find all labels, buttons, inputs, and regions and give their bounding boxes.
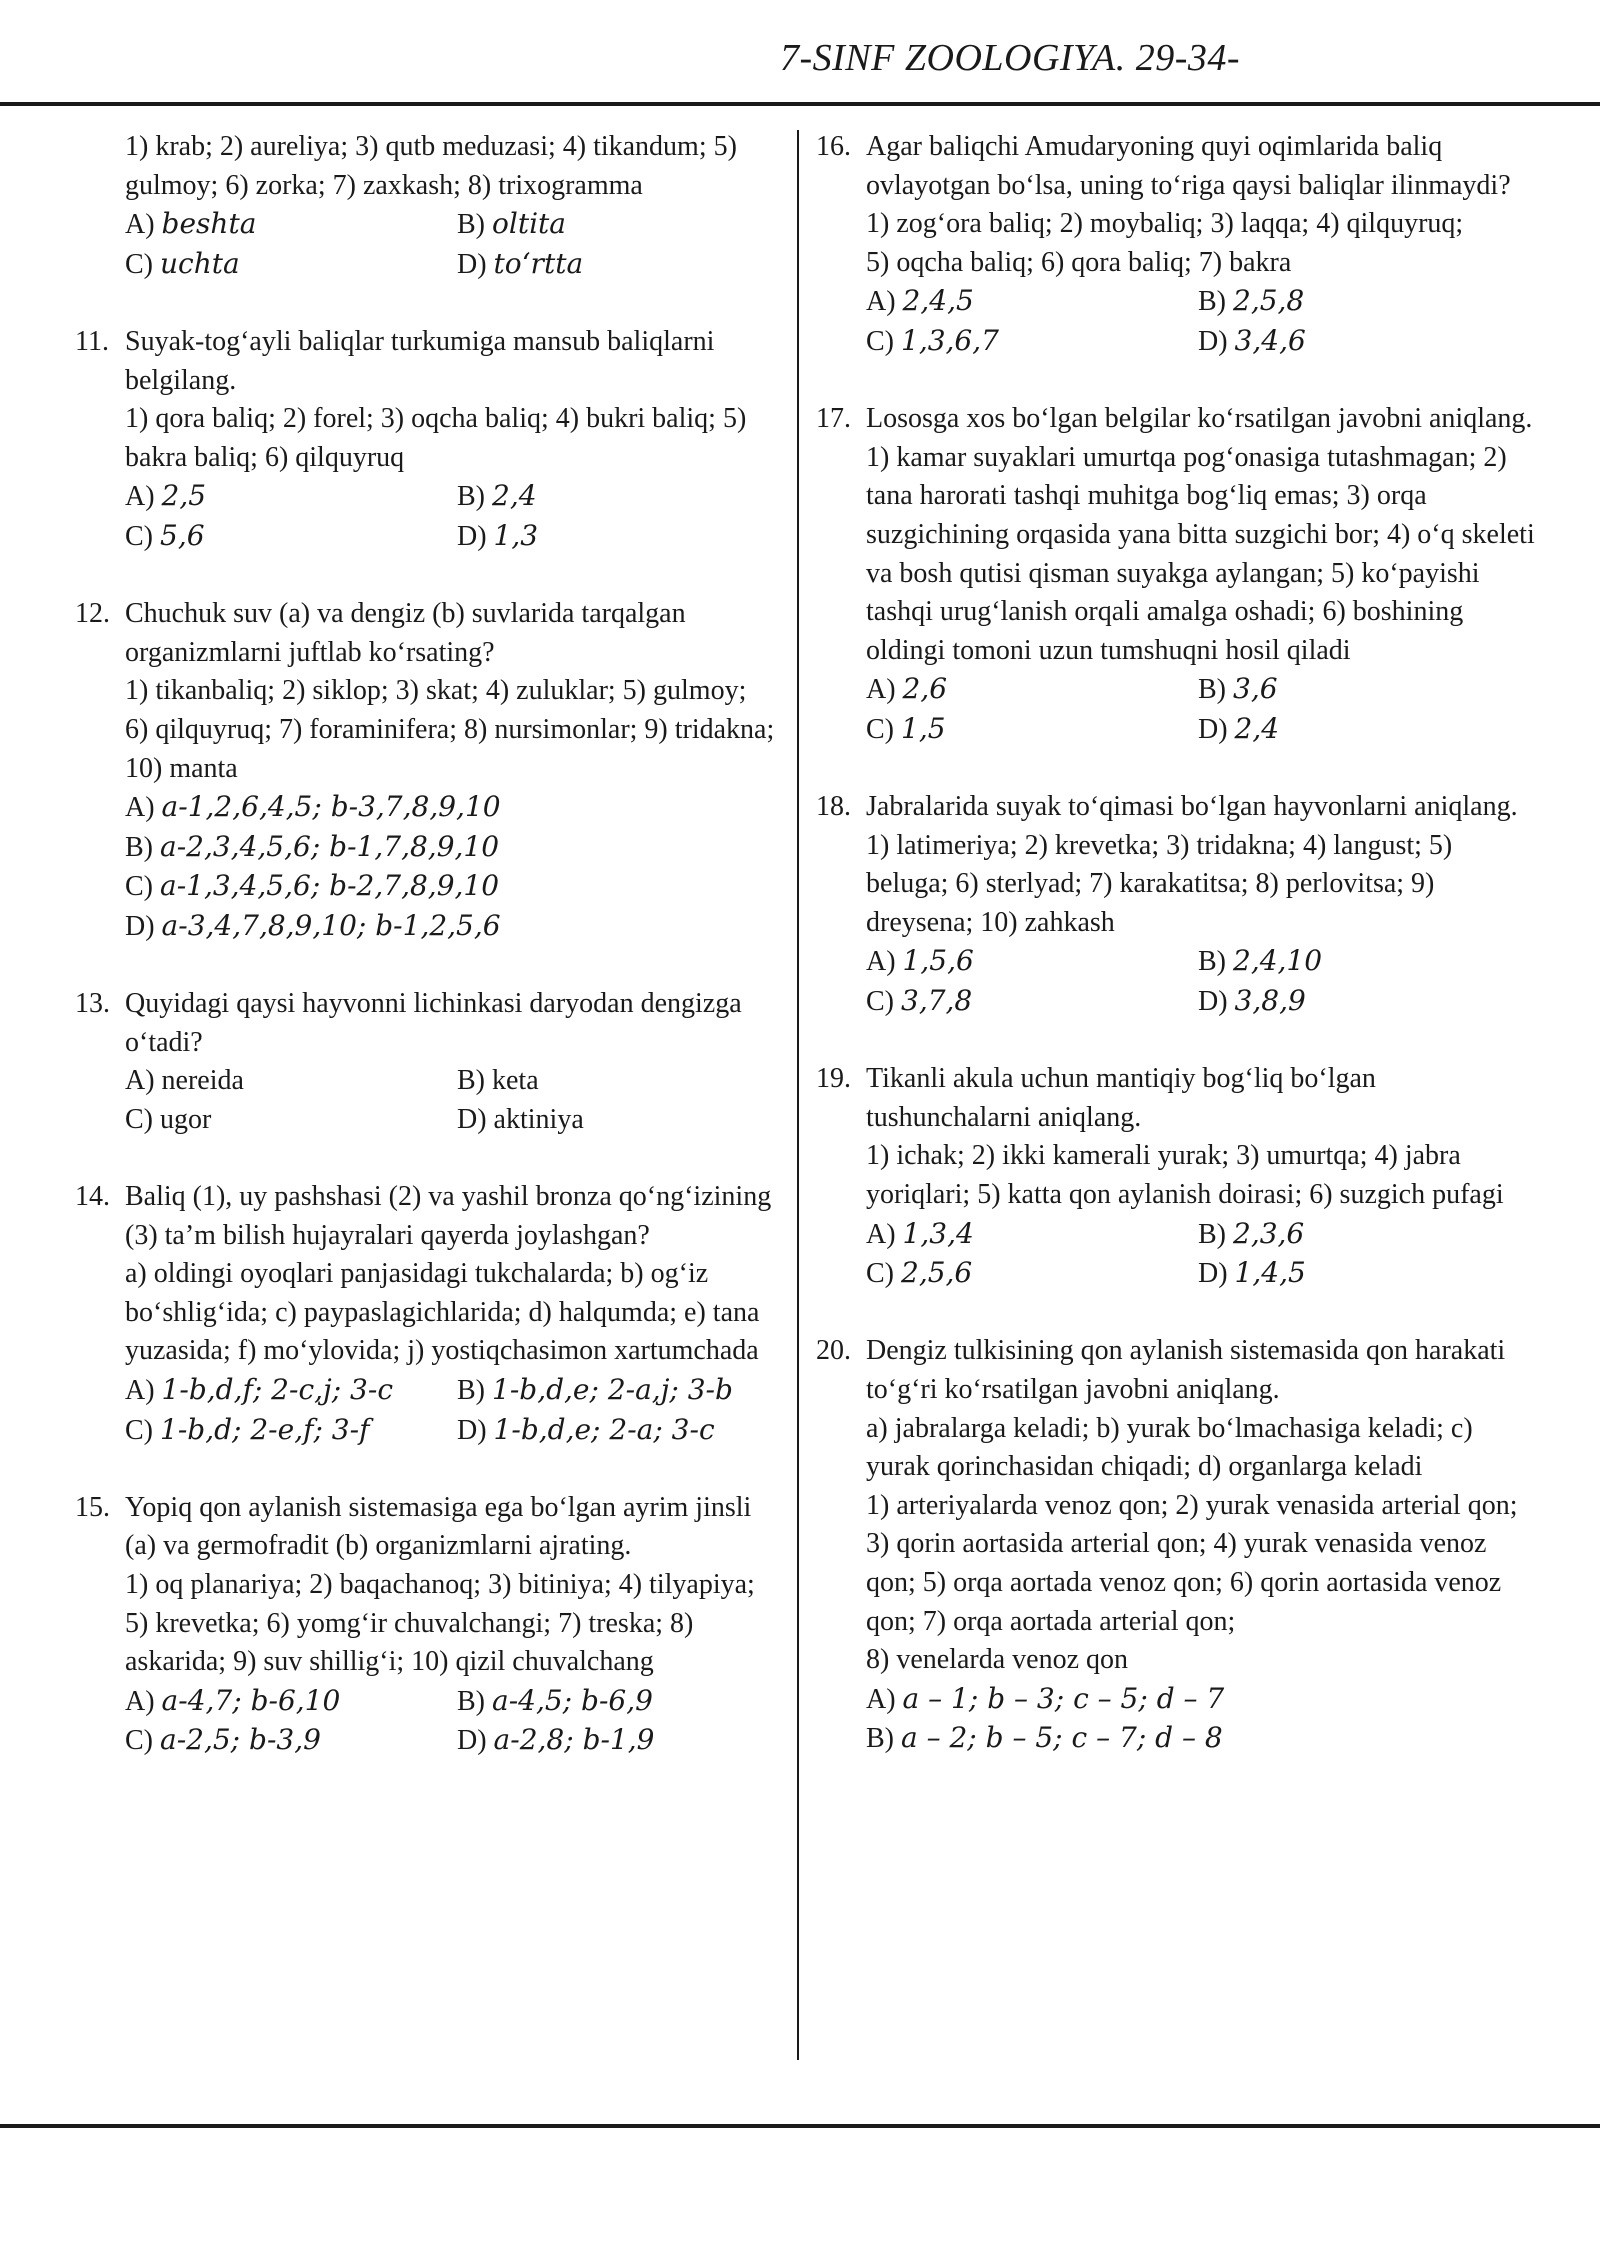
option-letter: B) bbox=[1198, 946, 1226, 978]
question-number: 17. bbox=[816, 403, 851, 435]
option-letter: A) bbox=[866, 946, 896, 978]
option-value: 1-b,d,e; 2-a,j; 3-b bbox=[492, 1373, 733, 1406]
answer-option[interactable] bbox=[1198, 942, 1536, 982]
option-letter: A) bbox=[125, 209, 155, 241]
option-value: 1,5 bbox=[901, 711, 946, 745]
answer-option[interactable] bbox=[125, 1721, 457, 1761]
answer-options bbox=[125, 205, 775, 284]
option-letter: A) bbox=[866, 1683, 896, 1715]
option-letter: C) bbox=[866, 986, 894, 1018]
option-letter: C) bbox=[866, 325, 894, 357]
option-value: 1-b,d; 2-e,f; 3-f bbox=[160, 1412, 370, 1446]
answer-option[interactable] bbox=[866, 982, 1198, 1022]
answer-options bbox=[125, 1062, 775, 1139]
option-letter: A) bbox=[125, 481, 155, 513]
bottom-divider bbox=[0, 2124, 1600, 2128]
option-letter: A) bbox=[866, 1218, 896, 1250]
answer-option[interactable] bbox=[125, 477, 457, 517]
answer-option[interactable] bbox=[457, 1411, 775, 1451]
option-letter: A) bbox=[125, 1685, 155, 1717]
answer-option[interactable] bbox=[125, 828, 775, 868]
option-letter: C) bbox=[125, 1414, 153, 1446]
option-value: 2,4,5 bbox=[902, 284, 974, 318]
option-value: 3,8,9 bbox=[1234, 984, 1306, 1018]
question-items: 1) tikanbaliq; 2) siklop; 3) skat; 4) zuluklar; 5) gulmoy; 6) qilquyruq; 7) foraminifera; 8) nursimonlar; 9) tridakna; 10) manta bbox=[125, 675, 775, 784]
option-letter: B) bbox=[1198, 1218, 1226, 1250]
option-letter: C) bbox=[125, 520, 153, 552]
question-number: 18. bbox=[816, 791, 851, 823]
option-value: beshta bbox=[161, 207, 257, 241]
option-letter: B) bbox=[1198, 674, 1226, 706]
question-text: Baliq (1), uy pashshasi (2) va yashil bronza qo‘ng‘izining (3) ta’m bilish hujayralari qayerda joylashgan? bbox=[125, 1181, 772, 1251]
answer-options bbox=[125, 1371, 775, 1450]
right-column bbox=[816, 128, 1536, 1798]
answer-option[interactable] bbox=[125, 788, 775, 828]
option-value: a-3,4,7,8,9,10; b-1,2,5,6 bbox=[161, 908, 501, 942]
left-column bbox=[75, 128, 775, 1800]
option-value: 1,3,4 bbox=[902, 1216, 974, 1250]
option-value: 1,5,6 bbox=[902, 944, 974, 978]
option-value: 2,4 bbox=[1234, 711, 1280, 745]
answer-option[interactable] bbox=[125, 1682, 457, 1722]
question-items: 1) kamar suyaklari umurtqa pog‘onasiga tutashmagan; 2) tana harorati tashqi muhitga bog‘liq emas; 3) orqa suzgichining orqasida yana bitta suzgichi bor; 4) o‘q skeleti va bosh qutisi qisman suyakga aylangan; 5) ko‘payishi tashqi urug‘lanish orqali amalga oshadi; 6) boshining oldingi tomoni uzun tumshuqni hosil qiladi bbox=[866, 441, 1535, 666]
option-value: 2,6 bbox=[902, 672, 948, 706]
question-number: 13. bbox=[75, 988, 110, 1020]
question-text: Dengiz tulkisining qon aylanish sistemasida qon harakati to‘g‘ri ko‘rsatilgan javobni aniqlang. bbox=[866, 1335, 1506, 1405]
option-letter: D) bbox=[1198, 986, 1228, 1018]
question-block bbox=[75, 323, 775, 557]
option-letter: D) bbox=[457, 520, 487, 552]
option-letter: A) bbox=[866, 674, 896, 706]
answer-option[interactable] bbox=[866, 1680, 1536, 1720]
option-letter: C) bbox=[125, 248, 153, 280]
answer-option[interactable] bbox=[1198, 322, 1536, 362]
option-letter: B) bbox=[866, 1723, 894, 1755]
answer-options bbox=[866, 670, 1536, 749]
question-block bbox=[816, 128, 1536, 362]
option-value: a – 1; b – 3; c – 5; d – 7 bbox=[902, 1681, 1225, 1715]
question-items: 1) latimeriya; 2) krevetka; 3) tridakna; 4) langust; 5) beluga; 6) sterlyad; 7) karakatitsa; 8) perlovitsa; 9) dreysena; 10) zahkash bbox=[866, 829, 1453, 938]
option-letter: B) bbox=[457, 481, 485, 513]
answer-option[interactable] bbox=[866, 322, 1198, 362]
question-number: 16. bbox=[816, 131, 851, 162]
question-block bbox=[816, 788, 1536, 1022]
answer-option[interactable] bbox=[866, 942, 1198, 982]
question-block bbox=[75, 1489, 775, 1761]
column-divider bbox=[797, 130, 799, 2060]
option-value: 1-b,d,e; 2-a; 3-c bbox=[493, 1412, 715, 1446]
answer-option[interactable] bbox=[457, 1101, 775, 1140]
option-value: 2,4,10 bbox=[1233, 944, 1323, 978]
answer-option[interactable] bbox=[866, 710, 1198, 750]
answer-option[interactable] bbox=[457, 1682, 775, 1722]
answer-option[interactable] bbox=[1198, 982, 1536, 1022]
question-number: 11. bbox=[75, 325, 109, 357]
option-letter: A) bbox=[866, 286, 896, 318]
option-letter: C) bbox=[866, 713, 894, 745]
answer-option[interactable] bbox=[866, 1254, 1198, 1294]
answer-option[interactable] bbox=[866, 1719, 1536, 1759]
answer-option[interactable] bbox=[866, 1215, 1198, 1255]
option-letter: D) bbox=[1198, 325, 1228, 357]
question-number: 19. bbox=[816, 1063, 851, 1095]
question-items: a) jabralarga keladi; b) yurak bo‘lmachasiga keladi; c) yurak qorinchasidan chiqadi; d) organlarga keladi 1) arteriyalarda venoz qon; 2) yurak venasida arterial qon; 3) qorin aortasida arterial qon; 4) yurak venasida venoz qon; 5) orqa aortada venoz qon; 6) qorin aortasida venoz qon; 7) orqa aortada arterial qon; 8) venelarda venoz qon bbox=[866, 1412, 1518, 1676]
answer-options bbox=[125, 1682, 775, 1761]
question-block bbox=[816, 1332, 1536, 1759]
option-letter: B) bbox=[457, 1065, 485, 1097]
option-value: 2,4 bbox=[492, 479, 537, 513]
option-value: 1,4,5 bbox=[1234, 1256, 1306, 1290]
option-value: a-4,7; b-6,10 bbox=[161, 1683, 341, 1717]
question-block bbox=[75, 1178, 775, 1450]
option-value: nereida bbox=[161, 1065, 244, 1097]
answer-option[interactable] bbox=[125, 1101, 457, 1140]
option-value: 5,6 bbox=[160, 518, 205, 552]
answer-option[interactable] bbox=[1198, 1215, 1536, 1255]
option-letter: A) bbox=[125, 1065, 155, 1097]
option-letter: B) bbox=[1198, 286, 1226, 318]
answer-option[interactable] bbox=[125, 1371, 457, 1411]
answer-option[interactable] bbox=[457, 477, 775, 517]
answer-option[interactable] bbox=[457, 205, 775, 245]
question-items: 1) krab; 2) aureliya; 3) qutb meduzasi; 4) tikandum; 5) gulmoy; 6) zorka; 7) zaxkash; 8) trixogramma bbox=[125, 131, 737, 201]
option-letter: D) bbox=[457, 248, 487, 280]
option-letter: A) bbox=[125, 1375, 155, 1406]
answer-option[interactable] bbox=[125, 245, 457, 285]
top-divider bbox=[0, 102, 1600, 106]
question-text: Lososga xos bo‘lgan belgilar ko‘rsatilgan javobni aniqlang. bbox=[866, 403, 1533, 435]
option-value: a – 2; b – 5; c – 7; d – 8 bbox=[901, 1721, 1223, 1755]
option-letter: C) bbox=[866, 1258, 894, 1290]
option-value: a-1,2,6,4,5; b-3,7,8,9,10 bbox=[161, 790, 501, 824]
option-letter: D) bbox=[457, 1725, 487, 1757]
question-text: Tikanli akula uchun mantiqiy bog‘liq bo‘lgan tushunchalarni aniqlang. bbox=[866, 1063, 1376, 1133]
answer-options bbox=[125, 477, 775, 556]
answer-options bbox=[866, 1215, 1536, 1294]
question-number: 15. bbox=[75, 1491, 110, 1523]
option-value: 3,6 bbox=[1233, 672, 1278, 706]
option-value: aktiniya bbox=[493, 1103, 584, 1135]
question-text: Jabralarida suyak to‘qimasi bo‘lgan hayvonlarni aniqlang. bbox=[866, 791, 1518, 823]
option-value: 2,5,6 bbox=[901, 1256, 973, 1290]
question-block bbox=[75, 595, 775, 946]
answer-option[interactable] bbox=[125, 907, 775, 947]
answer-option[interactable] bbox=[1198, 670, 1536, 710]
answer-option[interactable] bbox=[457, 245, 775, 285]
option-letter: B) bbox=[457, 1375, 485, 1406]
answer-option[interactable] bbox=[1198, 710, 1536, 750]
question-block bbox=[816, 1060, 1536, 1294]
option-value: keta bbox=[492, 1065, 539, 1097]
option-value: 1-b,d,f; 2-c,j; 3-c bbox=[161, 1373, 393, 1406]
question-text: Yopiq qon aylanish sistemasiga ega bo‘lgan ayrim jinsli (a) va germofradit (b) organizmlarni ajrating. bbox=[125, 1491, 752, 1562]
answer-options bbox=[866, 942, 1536, 1021]
option-value: a-2,3,4,5,6; b-1,7,8,9,10 bbox=[160, 829, 500, 863]
option-letter: D) bbox=[457, 1103, 487, 1135]
question-block bbox=[75, 985, 775, 1139]
answer-option[interactable] bbox=[457, 517, 775, 557]
question-text: Agar baliqchi Amudaryoning quyi oqimlarida baliq ovlayotgan bo‘lsa, uning to‘riga qaysi baliqlar ilinmaydi? bbox=[866, 131, 1511, 201]
answer-options bbox=[866, 1680, 1536, 1759]
question-number: 14. bbox=[75, 1181, 110, 1213]
question-items: 1) zog‘ora baliq; 2) moybaliq; 3) laqqa; 4) qilquyruq; 5) oqcha baliq; 6) qora baliq; 7) bakra bbox=[866, 208, 1464, 278]
question-block bbox=[816, 400, 1536, 749]
answer-option[interactable] bbox=[125, 1411, 457, 1451]
question-text: Suyak-tog‘ayli baliqlar turkumiga mansub baliqlarni belgilang. bbox=[125, 325, 715, 396]
option-letter: C) bbox=[125, 871, 153, 903]
option-value: 2,3,6 bbox=[1233, 1216, 1305, 1250]
question-items: 1) oq planariya; 2) baqachanoq; 3) bitiniya; 4) tilyapiya; 5) krevetka; 6) yomg‘ir chuvalchangi; 7) treska; 8) askarida; 9) suv shillig‘i; 10) qizil chuvalchang bbox=[125, 1568, 755, 1678]
answer-option[interactable] bbox=[1198, 1254, 1536, 1294]
option-value: 3,7,8 bbox=[901, 984, 973, 1018]
question-block bbox=[75, 128, 775, 284]
answer-option[interactable] bbox=[125, 867, 775, 907]
option-letter: C) bbox=[125, 1725, 153, 1757]
answer-option[interactable] bbox=[457, 1371, 775, 1411]
option-letter: B) bbox=[125, 831, 153, 863]
answer-options bbox=[125, 788, 775, 946]
option-value: 1,3,6,7 bbox=[901, 323, 999, 357]
option-letter: C) bbox=[125, 1103, 153, 1135]
answer-option[interactable] bbox=[125, 1062, 457, 1101]
option-value: oltita bbox=[492, 207, 566, 241]
question-items: a) oldingi oyoqlari panjasidagi tukchalarda; b) og‘iz bo‘shlig‘ida; c) paypaslagichlarida; d) halqumda; e) tana yuzasida; f) mo‘ylovida; j) yostiqchasimon xartumchada bbox=[125, 1258, 760, 1367]
option-letter: D) bbox=[1198, 713, 1228, 745]
page-title: 7-SINF ZOOLOGIYA. 29-34- bbox=[780, 37, 1241, 79]
option-letter: D) bbox=[125, 910, 155, 942]
option-letter: B) bbox=[457, 209, 485, 241]
question-text: Chuchuk suv (a) va dengiz (b) suvlarida tarqalgan organizmlarni juftlab ko‘rsating? bbox=[125, 598, 686, 668]
answer-option[interactable] bbox=[457, 1062, 775, 1101]
option-value: ugor bbox=[160, 1103, 212, 1135]
option-value: a-1,3,4,5,6; b-2,7,8,9,10 bbox=[160, 869, 500, 903]
option-value: uchta bbox=[160, 246, 240, 280]
option-letter: A) bbox=[125, 792, 155, 824]
option-value: a-2,8; b-1,9 bbox=[493, 1723, 655, 1757]
question-number: 20. bbox=[816, 1335, 851, 1367]
option-value: to‘rtta bbox=[493, 246, 584, 280]
option-value: 2,5,8 bbox=[1233, 284, 1305, 318]
option-value: a-4,5; b-6,9 bbox=[492, 1683, 653, 1717]
question-items: 1) ichak; 2) ikki kamerali yurak; 3) umurtqa; 4) jabra yoriqlari; 5) katta qon aylanish doirasi; 6) suzgich pufagi bbox=[866, 1140, 1504, 1211]
option-value: 3,4,6 bbox=[1234, 323, 1306, 357]
answer-option[interactable] bbox=[457, 1721, 775, 1761]
answer-option[interactable] bbox=[1198, 282, 1536, 322]
option-value: a-2,5; b-3,9 bbox=[160, 1723, 321, 1757]
answer-option[interactable] bbox=[125, 517, 457, 557]
answer-option[interactable] bbox=[125, 205, 457, 245]
question-items: 1) qora baliq; 2) forel; 3) oqcha baliq; 4) bukri baliq; 5) bakra baliq; 6) qilquyruq bbox=[125, 403, 747, 473]
option-letter: B) bbox=[457, 1685, 485, 1717]
answer-options bbox=[866, 282, 1536, 361]
question-text: Quyidagi qaysi hayvonni lichinkasi daryodan dengizga o‘tadi? bbox=[125, 988, 742, 1058]
option-value: 1,3 bbox=[493, 518, 539, 552]
question-number: 12. bbox=[75, 598, 110, 630]
option-letter: D) bbox=[1198, 1258, 1228, 1290]
answer-option[interactable] bbox=[866, 282, 1198, 322]
answer-option[interactable] bbox=[866, 670, 1198, 710]
option-value: 2,5 bbox=[161, 479, 207, 513]
option-letter: D) bbox=[457, 1414, 487, 1446]
